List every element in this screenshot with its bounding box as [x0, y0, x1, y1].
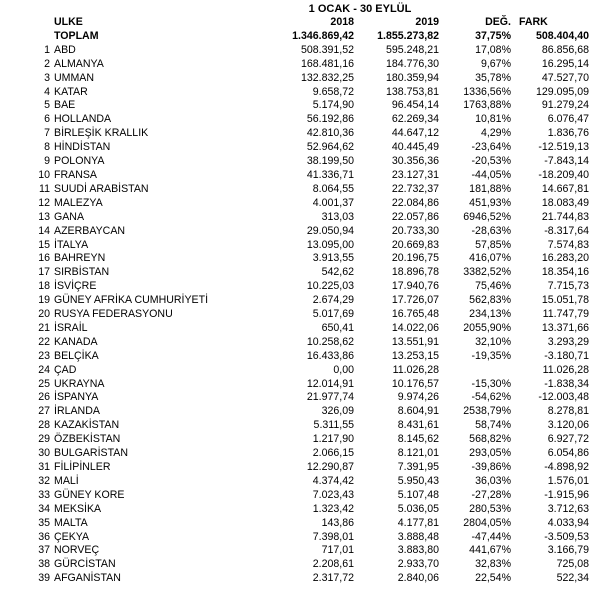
- row-index: 12: [38, 196, 50, 209]
- value-2019: 8.604,91: [397, 405, 439, 418]
- country-name: NORVEÇ: [54, 544, 100, 557]
- table-row: [20, 447, 589, 461]
- value-2019: 5.107,48: [397, 488, 439, 501]
- value-2019: 3.883,80: [397, 544, 439, 557]
- country-name: UKRAYNA: [54, 377, 105, 390]
- country-name: ABD: [54, 43, 76, 56]
- change-percent: -54,62%: [471, 391, 511, 404]
- row-index: 21: [38, 321, 50, 334]
- table-row: [20, 239, 589, 253]
- row-index: 17: [38, 266, 50, 279]
- value-2018: 650,41: [321, 321, 354, 334]
- row-index: 34: [38, 502, 50, 515]
- difference: 725,08: [556, 558, 589, 571]
- row-index: 38: [38, 558, 50, 571]
- value-2018: 717,01: [321, 544, 354, 557]
- value-2019: 96.454,14: [391, 99, 439, 112]
- difference: -1.915,96: [544, 488, 589, 501]
- difference: 18.354,16: [541, 266, 589, 279]
- row-index: 26: [38, 391, 50, 404]
- row-index: 22: [38, 335, 50, 348]
- value-2019: 2.840,06: [397, 572, 439, 585]
- difference: 1.836,76: [547, 127, 589, 140]
- value-2019: 20.196,75: [391, 252, 439, 265]
- table-row: [20, 183, 589, 197]
- difference: 21.744,83: [541, 210, 589, 223]
- change-percent: 4,29%: [480, 127, 511, 140]
- row-index: 7: [44, 127, 50, 140]
- header-change: DEĞ.: [485, 16, 511, 28]
- value-2018: 10.225,03: [306, 280, 354, 293]
- value-2018: 12.290,87: [306, 461, 354, 473]
- value-2019: 4.177,81: [397, 516, 439, 529]
- value-2019: 138.753,81: [385, 85, 439, 98]
- value-2019: 17.726,07: [391, 294, 439, 307]
- difference: 7.574,83: [547, 238, 589, 251]
- table-row: [20, 266, 589, 280]
- difference: 13.371,66: [541, 321, 589, 334]
- country-name: ÇAD: [54, 363, 77, 376]
- value-2018: 52.964,62: [306, 141, 354, 154]
- value-2018: 56.192,86: [306, 113, 354, 126]
- change-percent: 9,67%: [480, 57, 511, 70]
- table-body: [20, 44, 589, 586]
- country-name: AZERBAYCAN: [54, 224, 126, 237]
- value-2018: 0,00: [333, 363, 354, 376]
- value-2019: 62.269,34: [391, 113, 439, 126]
- table-row: [20, 433, 589, 447]
- header-row: [20, 16, 589, 30]
- row-index: 14: [38, 224, 50, 237]
- value-2019: 40.445,49: [391, 141, 439, 154]
- country-name: MALTA: [54, 516, 88, 529]
- value-2019: 5.950,43: [397, 474, 439, 487]
- value-2019: 8.121,01: [397, 447, 439, 460]
- row-index: 9: [44, 155, 50, 168]
- change-percent: 441,67%: [469, 544, 511, 557]
- country-name: FİLİPİNLER: [54, 461, 111, 473]
- country-name: MALİ: [54, 474, 79, 487]
- value-2018: 2.208,61: [312, 558, 354, 571]
- table-row: [20, 155, 589, 169]
- country-name: AFGANİSTAN: [54, 572, 121, 585]
- change-percent: 2804,05%: [463, 516, 511, 529]
- country-name: İSVİÇRE: [54, 280, 97, 293]
- country-name: İSRAİL: [54, 321, 88, 334]
- table-row: [20, 252, 589, 266]
- value-2018: 10.258,62: [306, 335, 354, 348]
- value-2019: 18.896,78: [391, 266, 439, 279]
- value-2019: 20.669,83: [391, 238, 439, 251]
- value-2018: 41.336,71: [306, 168, 354, 181]
- row-index: 16: [38, 252, 50, 265]
- header-country: ULKE: [54, 16, 83, 28]
- change-percent: 36,03%: [475, 474, 511, 487]
- value-2018: 542,62: [321, 266, 354, 279]
- table-row: [20, 99, 589, 113]
- change-percent: -39,86%: [471, 461, 511, 473]
- change-percent: 293,05%: [469, 447, 511, 460]
- row-index: 36: [38, 530, 50, 543]
- difference: -12.519,13: [538, 141, 589, 154]
- country-name: GÜNEY AFRİKA CUMHURİYETİ: [54, 294, 209, 307]
- country-name: HOLLANDA: [54, 113, 112, 126]
- value-2019: 22.084,86: [391, 196, 439, 209]
- value-2018: 4.001,37: [312, 196, 354, 209]
- country-name: RUSYA FEDERASYONU: [54, 308, 173, 321]
- value-2019: 22.732,37: [391, 182, 439, 195]
- difference: 16.283,20: [541, 252, 589, 265]
- total-diff: 508.404,40: [535, 29, 589, 42]
- value-2018: 2.674,29: [312, 294, 354, 307]
- difference: 7.715,73: [547, 280, 589, 293]
- country-name: SIRBİSTAN: [54, 266, 110, 279]
- table-row: [20, 531, 589, 545]
- value-2018: 5.311,55: [313, 419, 354, 432]
- table-row: [20, 419, 589, 433]
- table-row: [20, 572, 589, 586]
- difference: 3.166,79: [547, 544, 589, 557]
- table-row: [20, 280, 589, 294]
- difference: -4.898,92: [544, 461, 589, 473]
- table-row: [20, 44, 589, 58]
- row-index: 2: [44, 57, 50, 70]
- value-2019: 595.248,21: [385, 43, 439, 56]
- change-percent: 2055,90%: [463, 321, 511, 334]
- table-row: [20, 461, 589, 475]
- country-name: POLONYA: [54, 155, 105, 168]
- table-row: [20, 113, 589, 127]
- value-2018: 5.174,90: [312, 99, 354, 112]
- table-row: [20, 489, 589, 503]
- country-name: HİNDİSTAN: [54, 141, 111, 154]
- value-2018: 1.323,42: [312, 502, 354, 515]
- row-index: 11: [39, 182, 50, 195]
- value-2019: 9.974,26: [397, 391, 439, 404]
- difference: 15.051,78: [541, 294, 589, 307]
- row-index: 29: [38, 433, 50, 446]
- table-row: [20, 475, 589, 489]
- country-name: BAHREYN: [54, 252, 106, 265]
- change-percent: 10,81%: [475, 113, 511, 126]
- row-index: 10: [38, 168, 50, 181]
- value-2018: 42.810,36: [306, 127, 354, 140]
- value-2018: 7.023,43: [312, 488, 354, 501]
- row-index: 15: [38, 238, 50, 251]
- value-2018: 13.095,00: [306, 238, 354, 251]
- country-name: UMMAN: [54, 71, 95, 84]
- header-diff: FARK: [519, 16, 548, 28]
- change-percent: -47,44%: [471, 530, 511, 543]
- value-2019: 11.026,28: [392, 363, 439, 376]
- country-name: BELÇİKA: [54, 349, 99, 362]
- country-name: ÇEKYA: [54, 530, 90, 543]
- table-row: [20, 336, 589, 350]
- change-percent: 6946,52%: [463, 210, 511, 223]
- value-2018: 132.832,25: [300, 71, 354, 84]
- country-name: ALMANYA: [54, 57, 104, 70]
- difference: -12.003,48: [538, 391, 589, 404]
- row-index: 33: [38, 488, 50, 501]
- change-percent: 58,74%: [475, 419, 511, 432]
- row-index: 13: [38, 210, 50, 223]
- period-title: 1 OCAK - 30 EYLÜL: [308, 3, 412, 15]
- country-name: BULGARİSTAN: [54, 447, 128, 460]
- value-2018: 313,03: [321, 210, 354, 223]
- change-percent: 2538,79%: [463, 405, 511, 418]
- header-index: [20, 16, 54, 30]
- value-2018: 3.913,55: [312, 252, 354, 265]
- row-index: 27: [38, 405, 50, 418]
- difference: 86.856,68: [541, 43, 589, 56]
- difference: 3.293,29: [547, 335, 589, 348]
- row-index: 30: [38, 447, 50, 460]
- value-2019: 184.776,30: [385, 57, 439, 70]
- value-2019: 8.145,62: [397, 433, 439, 446]
- change-percent: -23,64%: [471, 141, 511, 154]
- difference: 3.120,06: [547, 419, 589, 432]
- country-name: İRLANDA: [54, 405, 100, 418]
- row-index: 25: [38, 377, 50, 390]
- value-2018: 2.317,72: [312, 572, 354, 585]
- country-name: GÜRCİSTAN: [54, 558, 116, 571]
- row-index: 18: [38, 280, 50, 293]
- change-percent: 35,78%: [475, 71, 511, 84]
- value-2019: 22.057,86: [391, 210, 439, 223]
- change-percent: 75,46%: [475, 280, 511, 293]
- value-2019: 30.356,36: [391, 155, 439, 168]
- value-2019: 13.551,91: [391, 335, 439, 348]
- row-index: 20: [38, 308, 50, 321]
- total-index: [20, 30, 54, 44]
- value-2019: 23.127,31: [391, 168, 439, 181]
- value-2018: 168.481,16: [300, 57, 354, 70]
- change-percent: -27,28%: [471, 488, 511, 501]
- change-percent: 416,07%: [469, 252, 511, 265]
- row-index: 8: [44, 141, 50, 154]
- value-2019: 8.431,61: [397, 419, 439, 432]
- change-percent: 57,85%: [475, 238, 511, 251]
- header-2019: 2019: [415, 16, 439, 28]
- change-percent: 32,10%: [475, 335, 511, 348]
- change-percent: 234,13%: [469, 308, 511, 321]
- value-2018: 8.064,55: [312, 182, 354, 195]
- table-row: [20, 72, 589, 86]
- row-index: 4: [44, 85, 50, 98]
- table-row: [20, 211, 589, 225]
- total-2019: 1.855.273,82: [377, 29, 439, 42]
- table-row: [20, 350, 589, 364]
- table-row: [20, 294, 589, 308]
- country-name: GÜNEY KORE: [54, 488, 125, 501]
- value-2019: 17.940,76: [391, 280, 439, 293]
- row-index: 19: [38, 294, 50, 307]
- change-percent: 1763,88%: [463, 99, 511, 112]
- difference: 129.095,09: [535, 85, 589, 98]
- difference: 1.576,01: [547, 474, 589, 487]
- change-percent: 3382,52%: [463, 266, 511, 279]
- row-index: 6: [44, 113, 50, 126]
- difference: 91.279,24: [541, 99, 589, 112]
- change-percent: 451,93%: [469, 196, 511, 209]
- difference: 3.712,63: [547, 502, 589, 515]
- country-name: MALEZYA: [54, 196, 103, 209]
- row-index: 28: [38, 419, 50, 432]
- difference: -18.209,40: [538, 168, 589, 181]
- change-percent: 1336,56%: [463, 85, 511, 98]
- country-name: ÖZBEKİSTAN: [54, 433, 121, 446]
- change-percent: -44,05%: [471, 168, 511, 181]
- row-index: 32: [38, 474, 50, 487]
- header-2018: 2018: [330, 16, 354, 28]
- table-row: [20, 197, 589, 211]
- value-2019: 180.359,94: [385, 71, 439, 84]
- table-row: [20, 169, 589, 183]
- country-name: FRANSA: [54, 168, 97, 181]
- difference: -3.509,53: [544, 530, 589, 543]
- total-row: [20, 30, 589, 44]
- row-index: 1: [44, 43, 50, 56]
- difference: 4.033,94: [547, 516, 589, 529]
- value-2018: 2.066,15: [312, 447, 354, 460]
- change-percent: 568,82%: [469, 433, 511, 446]
- value-2019: 10.176,57: [391, 377, 439, 390]
- table-row: [20, 391, 589, 405]
- value-2019: 5.036,05: [397, 502, 439, 515]
- change-percent: 32,83%: [475, 558, 511, 571]
- value-2018: 1.217,90: [312, 433, 354, 446]
- value-2018: 16.433,86: [306, 349, 354, 362]
- change-percent: -20,53%: [471, 155, 511, 168]
- difference: 16.295,14: [541, 57, 589, 70]
- total-2018: 1.346.869,42: [292, 29, 354, 42]
- difference: 47.527,70: [541, 71, 589, 84]
- row-index: 35: [38, 516, 50, 529]
- change-percent: 562,83%: [469, 294, 511, 307]
- value-2018: 38.199,50: [306, 155, 354, 168]
- country-name: KAZAKİSTAN: [54, 419, 120, 432]
- country-name: BAE: [54, 99, 76, 112]
- table-row: [20, 503, 589, 517]
- row-index: 3: [44, 71, 50, 84]
- value-2018: 508.391,52: [300, 43, 354, 56]
- table-row: [20, 405, 589, 419]
- change-percent: -15,30%: [471, 377, 511, 390]
- difference: 522,34: [556, 572, 589, 585]
- country-name: GANA: [54, 210, 85, 223]
- change-percent: 17,08%: [475, 43, 511, 56]
- country-name: MEKSİKA: [54, 502, 102, 515]
- change-percent: [439, 364, 511, 378]
- value-2018: 7.398,01: [312, 530, 354, 543]
- row-index: 37: [38, 544, 50, 557]
- value-2018: 326,09: [321, 405, 354, 418]
- difference: 6.054,86: [547, 447, 589, 460]
- table-row: [20, 58, 589, 72]
- row-index: 39: [38, 572, 50, 585]
- difference: 11.026,28: [542, 363, 589, 376]
- change-percent: -28,63%: [471, 224, 511, 237]
- table-row: [20, 322, 589, 336]
- difference: -8.317,64: [544, 224, 589, 237]
- table-row: [20, 558, 589, 572]
- value-2018: 29.050,94: [306, 224, 354, 237]
- change-percent: -19,35%: [471, 349, 511, 362]
- change-percent: 181,88%: [469, 182, 511, 195]
- change-percent: 22,54%: [475, 572, 511, 585]
- country-name: KANADA: [54, 335, 98, 348]
- value-2019: 14.022,06: [391, 321, 439, 334]
- value-2019: 16.765,48: [391, 308, 439, 321]
- difference: 6.076,47: [547, 113, 589, 126]
- difference: -1.838,34: [544, 377, 589, 390]
- value-2019: 7.391,95: [397, 461, 439, 473]
- row-index: 24: [38, 363, 50, 376]
- country-export-table: [20, 16, 589, 586]
- country-name: İTALYA: [54, 238, 89, 251]
- value-2019: 44.647,12: [391, 127, 439, 140]
- country-name: KATAR: [54, 85, 88, 98]
- table-row: [20, 127, 589, 141]
- table-row: [20, 544, 589, 558]
- difference: -7.843,14: [544, 155, 589, 168]
- difference: -3.180,71: [544, 349, 589, 362]
- value-2019: 3.888,48: [397, 530, 439, 543]
- difference: 11.747,79: [542, 308, 589, 321]
- value-2018: 4.374,42: [312, 474, 354, 487]
- table-row: [20, 141, 589, 155]
- country-name: SUUDİ ARABİSTAN: [54, 182, 149, 195]
- value-2018: 143,86: [321, 516, 354, 529]
- difference: 18.083,49: [541, 196, 589, 209]
- total-change: 37,75%: [475, 29, 511, 42]
- country-name: İSPANYA: [54, 391, 99, 404]
- row-index: 23: [38, 349, 50, 362]
- table-row: [20, 86, 589, 100]
- table-row: [20, 378, 589, 392]
- value-2019: 13.253,15: [391, 349, 439, 362]
- value-2018: 5.017,69: [312, 308, 354, 321]
- value-2018: 21.977,74: [306, 391, 354, 404]
- value-2018: 9.658,72: [312, 85, 354, 98]
- table-row: [20, 364, 589, 378]
- difference: 14.667,81: [541, 182, 589, 195]
- table-row: [20, 308, 589, 322]
- difference: 8.278,81: [547, 405, 589, 418]
- change-percent: 280,53%: [469, 502, 511, 515]
- table-row: [20, 225, 589, 239]
- value-2019: 2.933,70: [397, 558, 439, 571]
- table-row: [20, 517, 589, 531]
- difference: 6.927,72: [547, 433, 589, 446]
- country-name: BİRLEŞİK KRALLIK: [54, 127, 149, 140]
- value-2019: 20.733,30: [391, 224, 439, 237]
- total-label: TOPLAM: [54, 29, 99, 42]
- value-2018: 12.014,91: [306, 377, 354, 390]
- row-index: 5: [44, 99, 50, 112]
- row-index: 31: [38, 461, 50, 473]
